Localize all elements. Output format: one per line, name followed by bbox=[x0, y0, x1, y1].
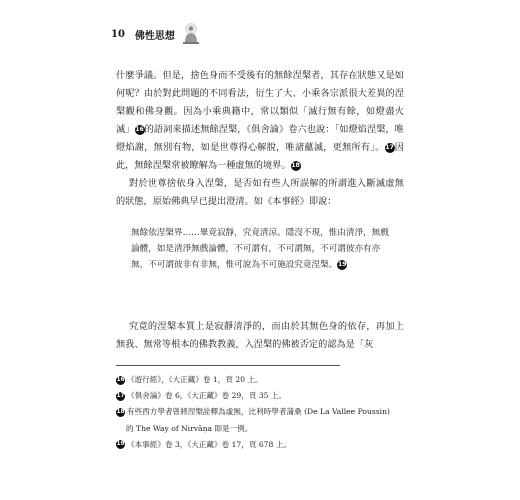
footnote-marker: 18 bbox=[116, 408, 125, 415]
footnote-text: 《本事經》卷 3，《大正藏》卷 17，頁 678 上。 bbox=[127, 439, 291, 449]
footnote-18 bbox=[116, 404, 406, 420]
footnote-text: 有些西方學者曾將涅槃詮釋為虛無，比利時學者蒲桑 (De La Vallee Poussin) bbox=[127, 407, 390, 417]
footnote-rule bbox=[116, 365, 340, 366]
footnotes bbox=[116, 372, 406, 453]
paragraph-3 bbox=[116, 318, 404, 354]
running-header bbox=[111, 24, 201, 44]
footnote-marker: 19 bbox=[116, 441, 125, 448]
citation-18: 18 bbox=[291, 161, 300, 169]
footnote-marker: 17 bbox=[116, 392, 125, 399]
footnote-text: 《俱舍論》卷 6，《大正藏》卷 29，頁 35 上。 bbox=[127, 391, 287, 401]
footnote-text: 《遊行經》，《大正藏》卷 1，頁 20 上。 bbox=[127, 375, 263, 384]
footnote-18-continued: 的 The Way of Nirvāṇa 即是一例。 bbox=[126, 423, 253, 433]
page-number: 10 bbox=[111, 28, 125, 40]
paragraph-2 bbox=[116, 175, 404, 211]
para2-text: 對於世尊捨依身入涅槃，是否如有些人所誤解的所謂進入斷滅虛無的狀態，原始佛典早已提出澄清。如《本事經》即說： bbox=[116, 178, 404, 207]
para1-text-a: 什麼爭議。但是，捨色身而不受後有的無餘涅槃者，其存在狀態又是如何呢？由於對此問題的不同看法，衍生了大、小乘各宗派很大差異的涅槃觀和佛身觀。因為小乘典籍中，常以類似「滅行無有餘，如燈盡火滅」 bbox=[116, 70, 404, 135]
para1-text-c: 因此，無餘涅槃常被瞭解為一種虛無的境界。 bbox=[116, 142, 404, 171]
para3-text: 究竟的涅槃本質上是寂靜清淨的，而由於其無色身的依存，再加上無我、無常等根本的佛教教義，入涅槃的佛被否定的認為是「灰 bbox=[116, 321, 404, 350]
citation-19: 19 bbox=[337, 260, 347, 268]
footnote-16 bbox=[116, 372, 406, 388]
footnote-marker: 16 bbox=[116, 376, 125, 383]
footnote-17 bbox=[116, 388, 406, 404]
quote-text: 無餘依涅槃界……畢竟寂靜，究竟清涼。隱沒不現，惟由清淨，無戲論體，如是清淨無戲論體，不可謂有，不可謂無，不可謂彼亦有亦無，不可謂彼非有非無，惟可說為不可施設究竟涅槃。 bbox=[131, 228, 389, 270]
block-quote bbox=[131, 225, 392, 273]
running-title: 佛性思想 bbox=[134, 30, 175, 42]
citation-17: 17 bbox=[385, 143, 394, 151]
paragraph-1 bbox=[116, 67, 404, 175]
buddha-icon bbox=[181, 23, 201, 45]
para1-text-b: 的語詞來描述無餘涅槃，《俱舍論》卷六也說：「如燈焰涅槃，唯燈焰謝，無別有物，如是世尊得心解脫，唯諸蘊滅，更無所有」。 bbox=[116, 124, 404, 153]
footnote-19 bbox=[116, 437, 406, 453]
citation-16: 16 bbox=[135, 125, 144, 133]
